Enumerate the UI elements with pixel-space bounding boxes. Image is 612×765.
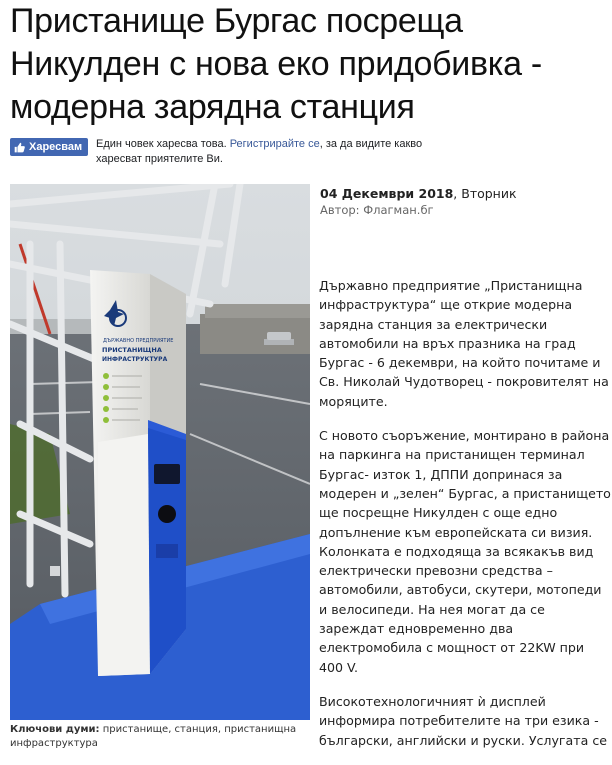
facebook-like-widget [10, 137, 610, 177]
station-brand-small: ДЪРЖАВНО ПРЕДПРИЯТИЕ [103, 338, 174, 344]
charging-station-photo [10, 184, 310, 720]
article-photo [10, 184, 310, 720]
facebook-like-button[interactable] [10, 138, 88, 156]
article-author: Автор: Флагман.бг [320, 203, 434, 217]
publish-date: 04 Декември 2018 [320, 186, 454, 201]
article-meta [320, 185, 610, 218]
article-title: Пристанище Бургас посреща Никулден с нова еко придобивка - модерна зарядна станция [10, 2, 542, 126]
like-text-before: Един човек харесва това. [96, 138, 230, 150]
thumbs-up-icon [14, 142, 25, 153]
keyword-link[interactable]: пристанище [102, 724, 169, 735]
keywords-caption: Ключови думи: пристанище, станция, пристанищна инфраструктура [10, 724, 297, 749]
article-paragraph: С новото съоръжение, монтирано в района на паркинга на пристанищен терминал Бургас- изток 1, ДППИ допринася за модерен и „зелен“ Бургас, а пристанището ще посрещне Никулден с още едно допълнение към европейската си визия. Колонката е подходяща за всякакъв вид електрически превозни средства – автомобили, автобуси, скутери, мотопеди и велосипеди. На нея могат да се зареждат едновременно два електромобила с мощност от 22KW при 400 V. [319, 428, 611, 675]
register-link[interactable]: Регистрирайте се [229, 138, 320, 150]
keyword-link[interactable]: пристанищна инфраструктура [10, 724, 297, 749]
like-count-text [96, 137, 426, 167]
publish-date-line [320, 185, 610, 202]
article-paragraph: Държавно предприятие „Пристанищна инфраструктура“ ще открие модерна зарядна станция за електрически автомобили на връх празника на град Бургас - 6 декември, на който почитаме и Св. Николай Чудотворец - покровителят на моряците. [319, 278, 609, 409]
like-text-after: , за да видите какво харесват приятелите Ви. [96, 138, 423, 165]
like-button-label: Харесвам [29, 141, 83, 153]
article-body [319, 276, 611, 765]
station-brand-line1: ПРИСТАНИЩНА [102, 346, 162, 354]
publish-weekday: , Вторник [453, 186, 517, 201]
keyword-link[interactable]: станция [174, 724, 218, 735]
station-brand-line2: ИНФРАСТРУКТУРА [102, 356, 168, 363]
article-paragraph: Високотехнологичният ѝ дисплей информира потребителите на три езика - български, английски и руски. Услугата се [319, 693, 607, 748]
keywords-label: Ключови думи: [10, 724, 100, 735]
